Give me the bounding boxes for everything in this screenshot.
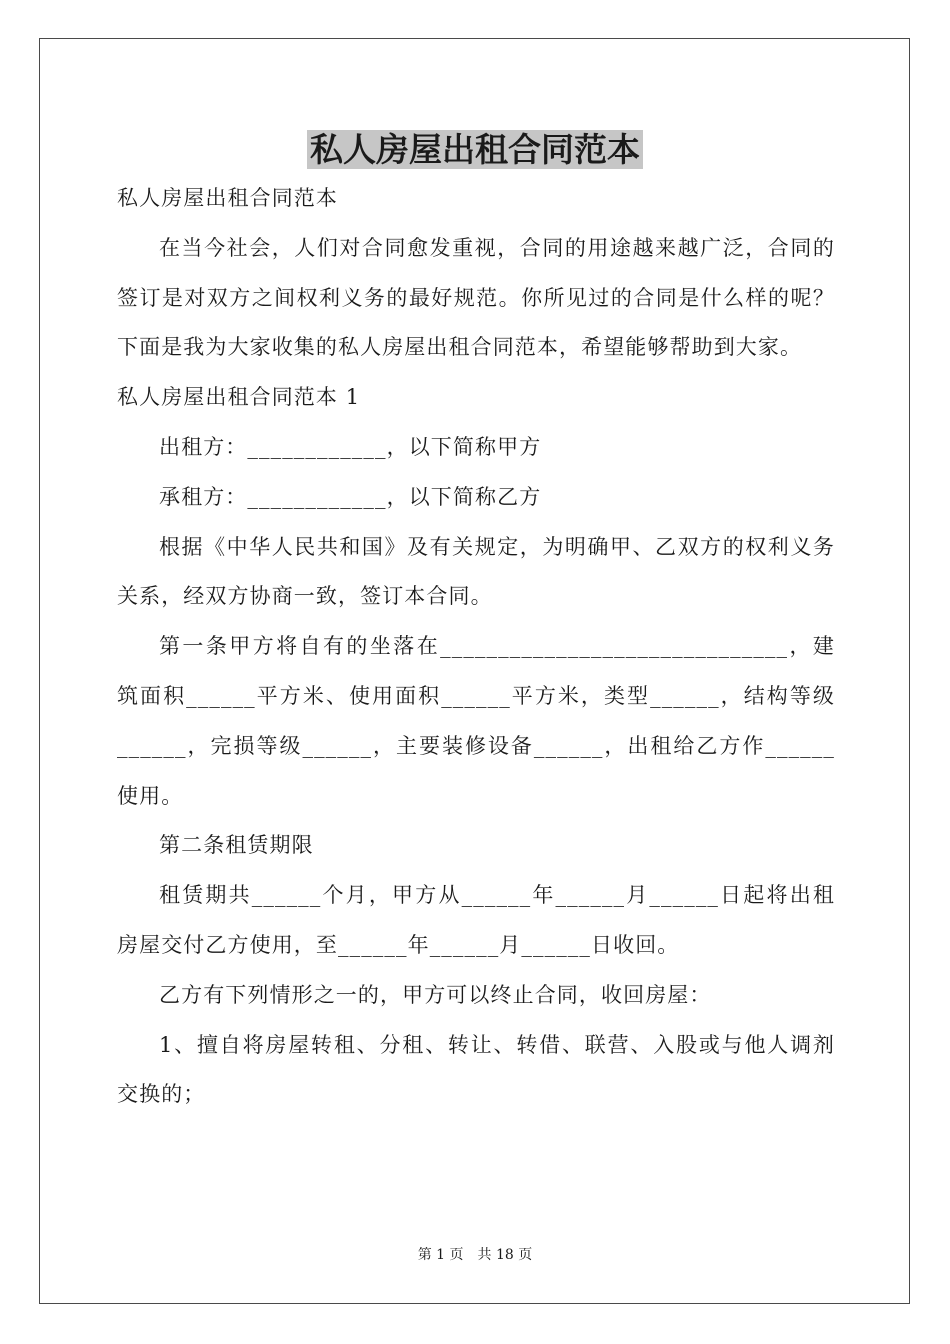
document-title-text: 私人房屋出租合同范本: [307, 130, 643, 169]
page-footer: 第 1 页 共 18 页: [417, 1247, 533, 1263]
paragraph: 根据《中华人民共和国》及有关规定，为明确甲、乙双方的权利义务关系，经双方协商一致，签订本合同。: [117, 534, 835, 609]
paragraph: 出租方：____________，以下简称甲方: [159, 434, 542, 459]
paragraph: 第一条甲方将自有的坐落在______________________________，建筑面积______平方米、使用面积______平方米，类型______，结构等级______，完损等级______，主要装修设备______，出租给乙方作______使用。: [117, 634, 835, 808]
paragraph: 私人房屋出租合同范本: [117, 186, 338, 210]
document-title: [0, 127, 950, 173]
document-body: [117, 174, 835, 1120]
paragraph: 承租方：____________，以下简称乙方: [159, 484, 542, 509]
paragraph: 乙方有下列情形之一的，甲方可以终止合同，收回房屋：: [159, 982, 712, 1007]
paragraph: 第二条租赁期限: [159, 833, 314, 858]
paragraph: 1、擅自将房屋转租、分租、转让、转借、联营、入股或与他人调剂交换的；: [117, 1032, 835, 1107]
paragraph: 在当今社会，人们对合同愈发重视，合同的用途越来越广泛，合同的签订是对双方之间权利义务的最好规范。你所见过的合同是什么样的呢？下面是我为大家收集的私人房屋出租合同范本，希望能够帮助到大家。: [117, 235, 835, 360]
paragraph: 租赁期共______个月，甲方从______年______月______日起将出租房屋交付乙方使用，至______年______月______日收回。: [117, 883, 835, 957]
paragraph: 私人房屋出租合同范本 1: [117, 385, 361, 410]
